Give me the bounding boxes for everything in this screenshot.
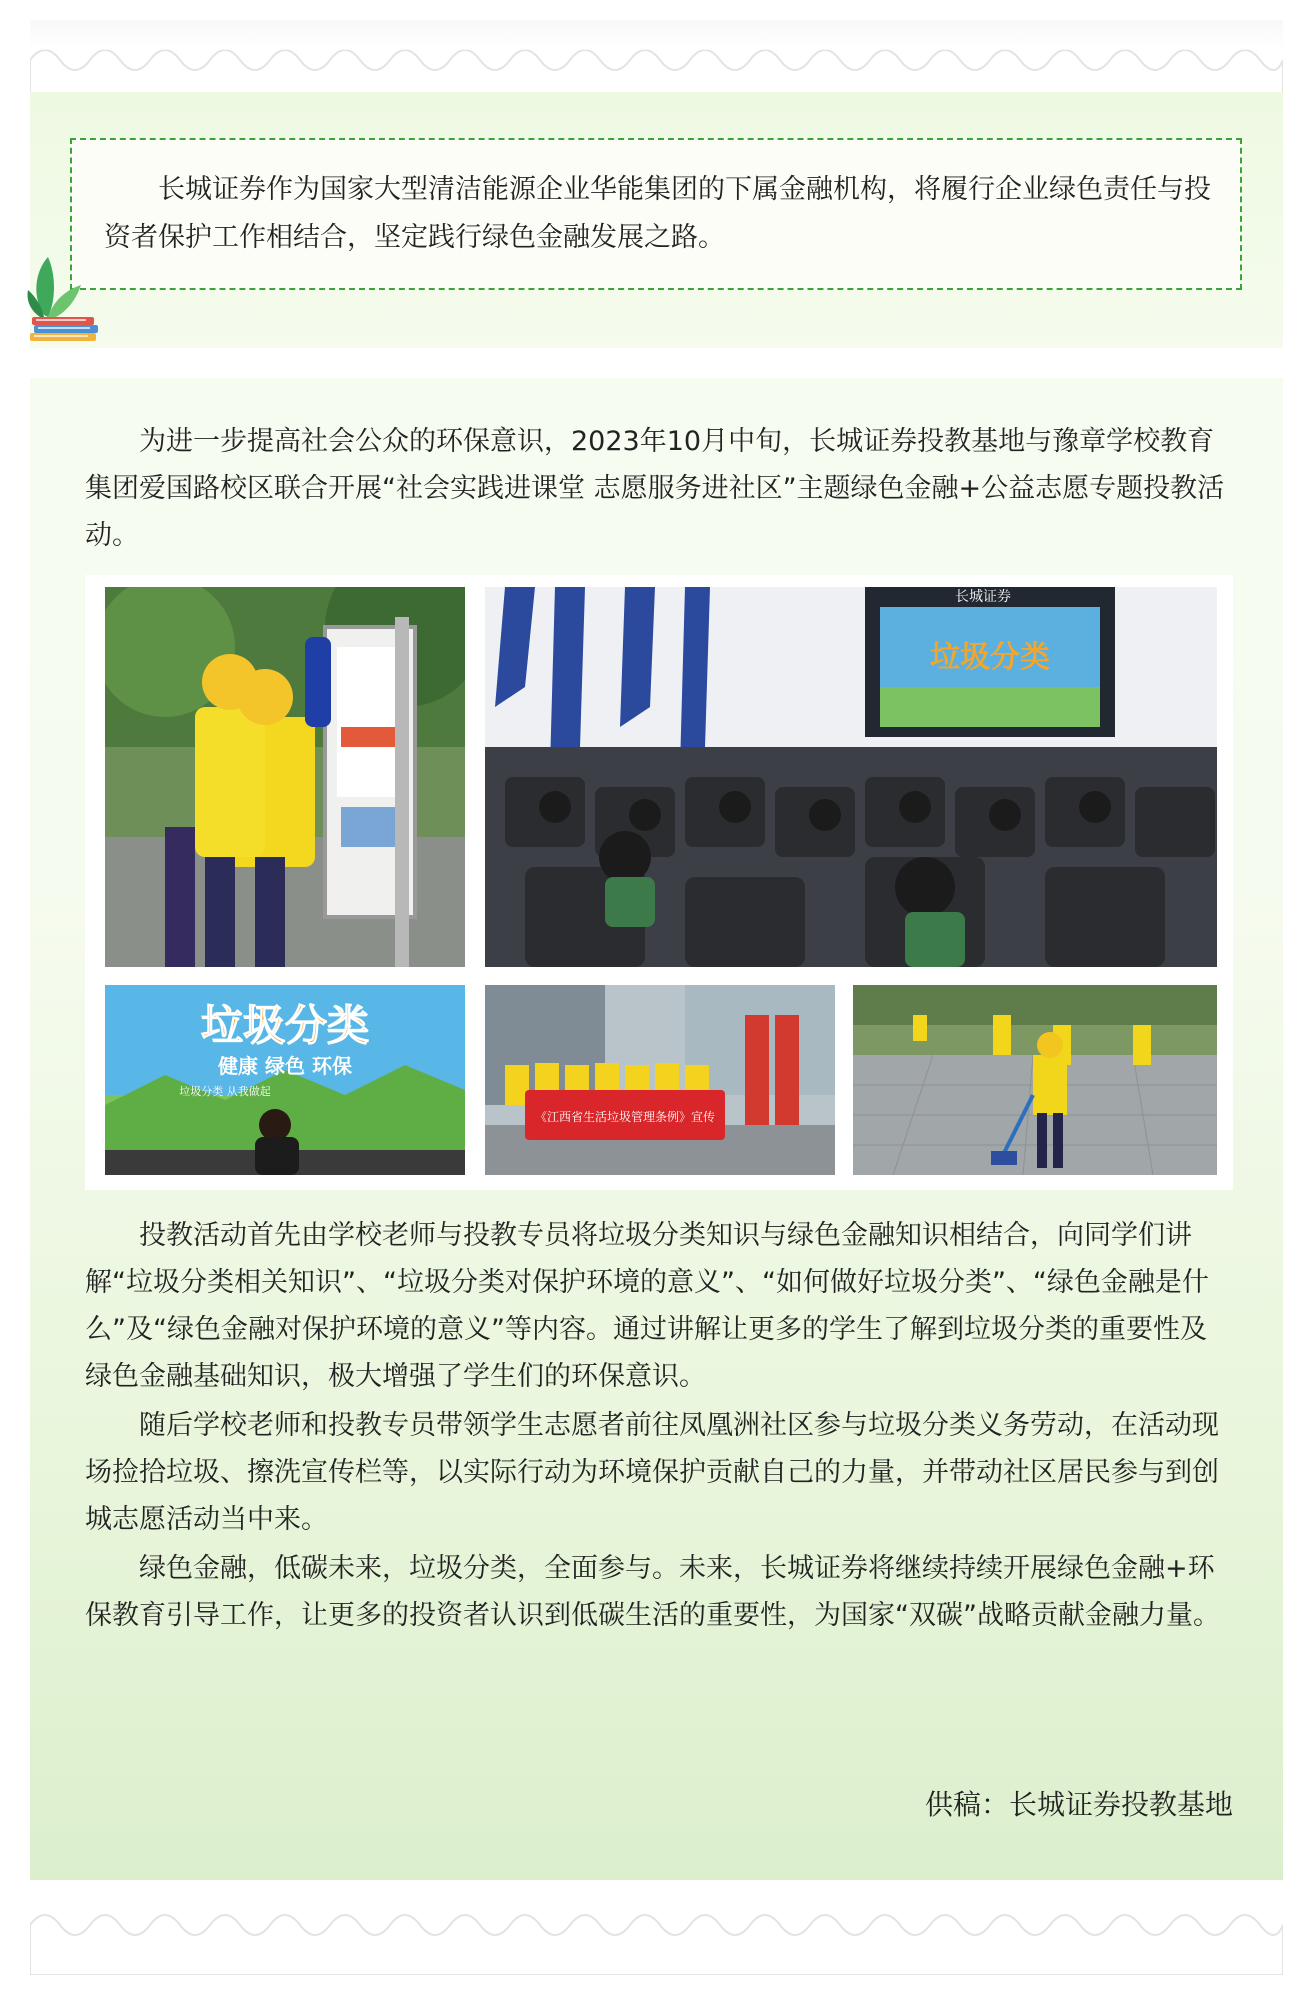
hall-sign: 长城证券	[955, 589, 1011, 605]
intro-text: 长城证券作为国家大型清洁能源企业华能集团的下属金融机构，将履行企业绿色责任与投资者保护工作相结合，坚定践行绿色金融发展之路。	[104, 174, 1211, 253]
scalloped-border-top	[30, 20, 1283, 100]
paragraph-intro-activity: 为进一步提高社会公众的环保意识，2023年10月中旬，长城证券投教基地与豫章学校教育集团爱国路校区联合开展“社会实践进课堂 志愿服务进社区”主题绿色金融+公益志愿专题投教活动。	[85, 426, 1225, 551]
screen-title-small: 垃圾分类	[930, 640, 1050, 675]
screen-subtitle: 健康 绿色 环保	[218, 1054, 352, 1078]
source-credit: 供稿：长城证券投教基地	[924, 1788, 1233, 1821]
paragraph-conclusion: 绿色金融，低碳未来，垃圾分类，全面参与。未来，长城证券将继续持续开展绿色金融+环保教育引导工作，让更多的投资者认识到低碳生活的重要性，为国家“双碳”战略贡献金融力量。	[85, 1553, 1220, 1631]
photo-kids-sweeping	[853, 985, 1217, 1175]
scalloped-border-bottom	[30, 1895, 1283, 1975]
paragraph-community-work: 随后学校老师和投教专员带领学生志愿者前往凤凰洲社区参与垃圾分类义务劳动，在活动现场捡拾垃圾、擦洗宣传栏等，以实际行动为环境保护贡献自己的力量，并带动社区居民参与到创城志愿活动当中来。	[85, 1410, 1219, 1535]
photo-presentation-screen	[105, 985, 465, 1175]
screen-title: 垃圾分类	[200, 1001, 370, 1050]
photo-lecture-hall	[485, 587, 1217, 967]
paragraph-lecture: 投教活动首先由学校老师与投教专员将垃圾分类知识与绿色金融知识相结合，向同学们讲解“垃圾分类相关知识”、“垃圾分类对保护环境的意义”、“如何做好垃圾分类”、“绿色金融是什么”及“绿色金融对保护环境的意义”等内容。通过讲解让更多的学生了解到垃圾分类的重要性及绿色金融基础知识，极大增强了学生们的环保意识。	[85, 1220, 1209, 1392]
screen-slogan: 垃圾分类 从我做起	[179, 1085, 271, 1098]
photo-collage	[85, 575, 1233, 1190]
photo-kids-cleaning-board	[105, 587, 465, 967]
plant-books-icon	[26, 255, 106, 347]
photo-group-banner	[485, 985, 835, 1175]
banner-text: 《江西省生活垃圾管理条例》宣传	[534, 1110, 716, 1124]
section-divider	[30, 348, 1283, 378]
